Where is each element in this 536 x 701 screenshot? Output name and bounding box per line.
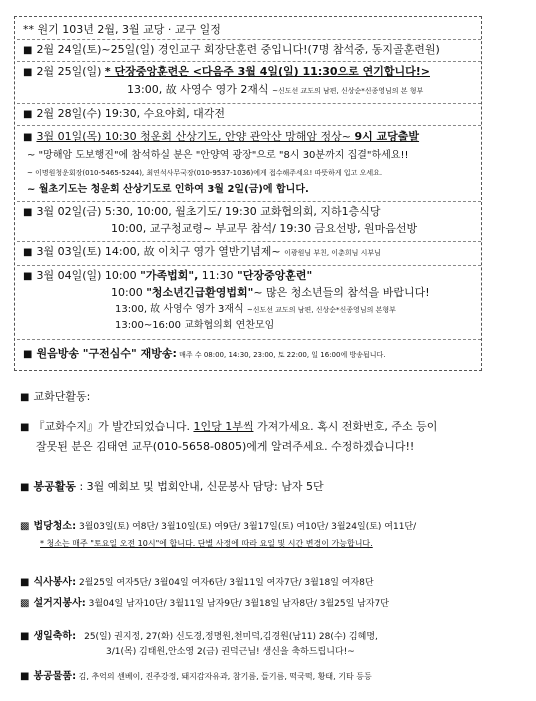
service-row: ■ 봉공활동 : 3월 예회보 및 법회안내, 신문봉사 담당: 남자 5단 [20, 480, 324, 493]
cleaning-note: * 청소는 매주 "토요일 오전 10시"에 합니다. 단별 사정에 따라 요일 및 시간 변경이 가능합니다. [40, 539, 373, 548]
divider [17, 61, 481, 62]
bullet-square-icon: ■ [20, 671, 30, 682]
event-mar02-sub: 10:00, 교구청교령~ 부교무 참석/ 19:30 금요선방, 원마음선방 [111, 222, 418, 235]
bullet-square-icon: ■ [23, 207, 33, 218]
event-mar01-note: ~ 월초기도는 청운회 산상기도로 인하여 3월 2일(금)에 합니다. [27, 184, 309, 195]
checker-square-icon: ▩ [20, 598, 30, 609]
event-mar01-contact: ~ 이명원청운회장(010-5465-5244), 최연석사무국장(010-9537-1036)에게 접수해주세요! 따뜻하게 입고 오세요. [27, 169, 383, 177]
divider [17, 39, 481, 40]
event-mar01-walk: ~ "망해암 도보행진"에 참석하실 분은 "안양역 광장"으로 "8시 30분까지 집결"하세요!! [27, 150, 409, 161]
divider [17, 125, 481, 126]
event-feb25-sub: 13:00, 故 사영수 영가 2재식 ~신도선 교도의 남편, 신상순*신종영님의 본 형부 [127, 83, 424, 96]
magazine-line-2: 잘못된 분은 김태연 교무(010-5658-0805)에게 알려주세요. 수정하겠습니다!! [36, 440, 415, 453]
divider [17, 241, 481, 242]
schedule-header: ** 원기 103년 2월, 3월 교당 · 교구 일정 [23, 23, 221, 36]
bullet-square-icon: ■ [20, 392, 30, 403]
bullet-square-icon: ■ [20, 422, 30, 433]
divider [17, 265, 481, 266]
bullet-square-icon: ■ [20, 482, 30, 493]
event-feb28: ■ 2월 28일(수) 19:30, 수요야회, 대각전 [23, 107, 225, 120]
event-mar04-youth: 10:00 "청소년긴급환영법회"~ 많은 청소년들의 참석을 바랍니다! [111, 286, 430, 299]
dish-row: ▩ 설거지봉사: 3월04일 남자10단/ 3월11일 남자9단/ 3월18일 남자8단/ 3월25일 남자7단 [20, 598, 389, 609]
schedule-box [14, 16, 482, 371]
event-feb24: ■ 2월 24일(토)~25일(일) 경인교구 회장단훈련 중입니다!(7명 참석중, 동지골훈련원) [23, 43, 440, 56]
bullet-square-icon: ■ [23, 271, 33, 282]
goods-row: ■ 봉공물품: 김, 추억의 센베이, 진주강정, 돼지감자유과, 참기름, 들기름, 떡국떡, 황태, 기타 등등 [20, 671, 372, 682]
gyohwa-title: ■ 교화단활동: [20, 390, 91, 403]
magazine-line-1: ■ 『교화수지』가 발간되었습니다. 1인당 1부씩 가져가세요. 혹시 전화번호, 주소 등이 [20, 420, 438, 433]
event-feb25: ■ 2월 25일(일) * 단장중앙훈련은 <다음주 3월 4일(일) 11:30으로 연기합니다!> [23, 65, 430, 78]
bullet-square-icon: ■ [23, 45, 33, 56]
birthday-row: ■ 생일축하: 25(일) 권지정, 27(화) 신도경,정명원,천미덕,김경원(남11) 28(수) 김혜명, [20, 631, 378, 642]
event-mar01: ■ 3월 01일(목) 10:30 청운회 산상기도, 안양 관악산 망해암 정상~ 9시 교당출발 [23, 130, 420, 143]
divider [17, 201, 481, 202]
bullet-square-icon: ■ [23, 132, 33, 143]
birthday-row-2: 3/1(목) 김태원,안소영 2(금) 권덕근님! 생신을 축하드립니다!~ [106, 647, 355, 657]
divider [17, 103, 481, 104]
event-mar04: ■ 3월 04일(일) 10:00 "가족법회", 11:30 "단장중앙훈련" [23, 269, 313, 282]
meal-row: ■ 식사봉사: 2월25일 여자5단/ 3월04일 여자6단/ 3월11일 여자7단/ 3월18일 여자8단 [20, 577, 374, 588]
bullet-square-icon: ■ [23, 67, 33, 78]
bullet-square-icon: ■ [23, 247, 33, 258]
event-mar03: ■ 3월 03일(토) 14:00, 故 이치구 영가 열반기념제~ 이광원님 부친, 이춘희님 시부님 [23, 245, 381, 258]
divider [17, 339, 481, 340]
event-mar04-memorial: 13:00, 故 사영수 영가 3재식 ~신도선 교도의 남편, 신상순*신종영님의 본형부 [115, 304, 396, 315]
event-radio: ■ 원음방송 "구전심수" 재방송: 매주 수 08:00, 14:30, 23:00, 토 22:00, 일 16:00에 방송됩니다. [23, 347, 386, 360]
bullet-square-icon: ■ [23, 109, 33, 120]
bullet-square-icon: ■ [20, 577, 30, 588]
event-mar02: ■ 3월 02일(금) 5:30, 10:00, 월초기도/ 19:30 교화협의회, 지하1층식당 [23, 205, 381, 218]
bullet-square-icon: ■ [20, 631, 30, 642]
cleaning-row: ▩ 법당청소: 3월03일(토) 여8단/ 3월10일(토) 여9단/ 3월17일(토) 여10단/ 3월24일(토) 여11단/ [20, 521, 417, 532]
bullet-square-icon: ■ [23, 349, 33, 360]
event-mar04-meeting: 13:00~16:00 교화협의회 연찬모임 [115, 320, 275, 331]
checker-square-icon: ▩ [20, 521, 30, 532]
